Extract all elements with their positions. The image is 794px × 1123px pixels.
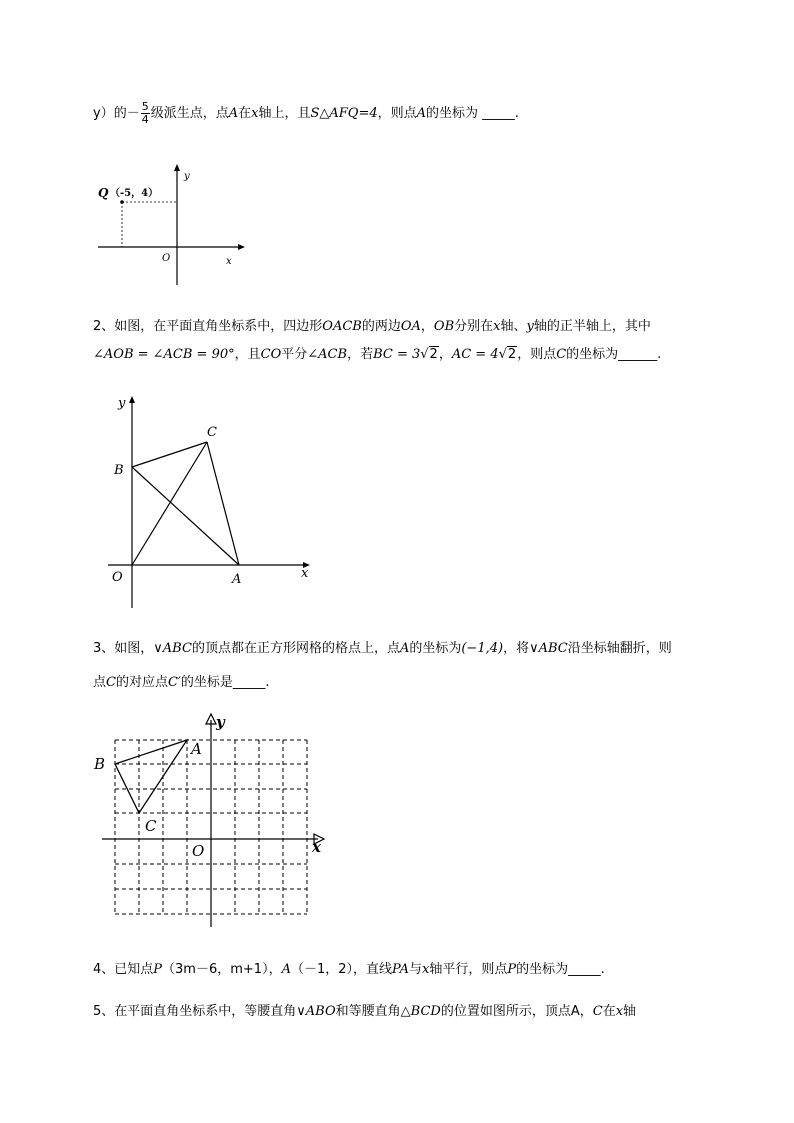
- q2-l1-d: 分别在: [454, 319, 494, 334]
- q4-c: 轴平行，则点: [429, 962, 508, 977]
- q2-seg-oc: [132, 442, 207, 565]
- q1-frac-num: 5: [141, 100, 149, 113]
- q1-y-arrow: [174, 164, 180, 171]
- q1-q-label: Q: [98, 186, 109, 200]
- q3-b-label: B: [94, 755, 106, 773]
- q1-frac-den: 4: [141, 113, 149, 126]
- q1-mid4: ，则点: [377, 106, 417, 121]
- q3-l2-a: 点: [93, 675, 107, 690]
- q2-l1-f: 轴的正半轴上，其中: [533, 319, 651, 334]
- q1-mid2: 在: [238, 106, 252, 121]
- q1-area: S△AFQ=4: [310, 106, 378, 121]
- q2-acb: ∠ACB: [307, 347, 348, 362]
- q2-l2-c: ，若: [347, 347, 374, 362]
- q2-l1-c: ，: [420, 319, 434, 334]
- q1-mid: 级派生点，点: [150, 106, 229, 121]
- q4-x: x: [421, 962, 430, 977]
- q2-y: y: [526, 319, 534, 334]
- q5-d: 在: [602, 1004, 616, 1019]
- q4-text-line: [93, 960, 605, 980]
- q2-o-label: O: [112, 570, 123, 585]
- q2-x-label: x: [301, 566, 309, 581]
- q2-oacb: OACB: [322, 319, 362, 334]
- q4-p2: P: [507, 962, 517, 977]
- q1-text-line: [93, 101, 519, 126]
- q5-a: 5、在平面直角坐标系中，等腰直角: [93, 1004, 297, 1019]
- q5-c: 的位置如图所示，顶点A，: [440, 1004, 593, 1019]
- q2-l2-f: 的坐标为: [566, 347, 619, 362]
- q3-pc: C: [106, 675, 116, 690]
- q2-seg-bc: [132, 442, 207, 467]
- q4-answer-blank: _____.: [568, 962, 605, 977]
- q3-text-line1: [93, 639, 672, 659]
- q2-seg-ca: [207, 442, 239, 565]
- q1-prefix: y）的－: [93, 106, 140, 121]
- q2-ac: AC = 4: [451, 347, 499, 362]
- q1-fraction: [141, 101, 150, 126]
- q2-pc: C: [556, 347, 567, 362]
- q1-figure: [92, 160, 252, 290]
- q4-coord-a: （－1，2），直线: [290, 962, 393, 977]
- q2-ac-root: 2: [507, 347, 517, 362]
- q3-tri2: ∨ABC: [529, 641, 568, 656]
- q5-b: 和等腰直角: [335, 1004, 401, 1019]
- q1-x-label: x: [226, 256, 232, 267]
- q3-text-line2: [93, 673, 270, 693]
- q2-text-line1: [93, 317, 651, 337]
- q2-ob: OB: [433, 319, 455, 334]
- q2-l2-b: 平分: [281, 347, 308, 362]
- q1-q-coord: （-5，4）: [110, 188, 159, 199]
- q3-triangle-abc: [115, 740, 187, 813]
- q4-pa: A: [281, 962, 291, 977]
- q2-bc-sqrt-sign: √: [420, 347, 429, 362]
- q2-y-arrow: [129, 396, 135, 403]
- q1-point-a: A: [228, 106, 239, 121]
- q4-a: 4、已知点: [93, 962, 154, 977]
- q2-answer-blank: ______.: [618, 347, 662, 362]
- q5-text-line: [93, 1002, 636, 1022]
- q1-o-label: O: [162, 253, 171, 264]
- q2-oa: OA: [400, 319, 421, 334]
- q3-pc2: C′: [167, 675, 181, 690]
- q4-coord-p: （3m－6，m+1），: [162, 962, 282, 977]
- q2-l1-e: 轴、: [500, 319, 527, 334]
- q1-answer-blank: _____.: [482, 106, 519, 121]
- q3-l1-d: ，将: [503, 641, 530, 656]
- q2-bc: BC = 3: [373, 347, 421, 362]
- q3-l1-c: 的坐标为: [409, 641, 462, 656]
- q2-l2-e: ，则点: [517, 347, 557, 362]
- q3-figure: [92, 712, 342, 932]
- q2-figure: [108, 390, 318, 610]
- q3-pa: A: [399, 641, 410, 656]
- q3-a-label: A: [191, 740, 202, 758]
- q3-l1-a: 3、如图，: [93, 641, 154, 656]
- q2-l2-a: ，且: [234, 347, 261, 362]
- q2-bc-root: 2: [429, 347, 438, 362]
- q3-coord: (−1,4): [461, 641, 504, 656]
- q2-b-label: B: [114, 463, 124, 478]
- q3-l1-b: 的顶点都在正方形网格的格点上，点: [191, 641, 400, 656]
- q3-x-label: x: [312, 838, 321, 856]
- q1-point-a2: A: [416, 106, 427, 121]
- q1-y-label: y: [184, 171, 190, 182]
- q2-text-line2: [93, 345, 661, 365]
- q1-x-arrow: [238, 244, 245, 250]
- q3-c-label: C: [145, 817, 157, 835]
- q1-mid3: 轴上，且: [258, 106, 311, 121]
- q2-x: x: [493, 319, 501, 334]
- q2-c-label: C: [207, 425, 217, 440]
- q2-angles: ∠AOB = ∠ACB = 90°: [93, 347, 235, 362]
- q2-co: CO: [260, 347, 282, 362]
- q3-tri: ∨ABC: [153, 641, 192, 656]
- q2-l1-a: 2、如图，在平面直角坐标系中，四边形: [93, 319, 323, 334]
- q3-answer-blank: _____.: [232, 675, 270, 690]
- q3-l2-b: 的对应点: [115, 675, 168, 690]
- q2-l1-b: 的两边: [361, 319, 401, 334]
- q5-tri: ∨ABO: [296, 1004, 336, 1019]
- q2-seg-ba: [132, 467, 239, 565]
- q4-b: 与: [408, 962, 422, 977]
- q1-point-q: [120, 200, 124, 204]
- q2-ac-sqrt-sign: √: [498, 347, 507, 362]
- q3-l1-e: 沿坐标轴翻折，则: [567, 641, 672, 656]
- q5-pc: C: [592, 1004, 603, 1019]
- q5-tri2: △BCD: [400, 1004, 441, 1019]
- q3-l2-c: 的坐标是: [180, 675, 233, 690]
- q5-e: 轴: [623, 1004, 637, 1019]
- q4-p: P: [153, 962, 163, 977]
- q1-x: x: [251, 106, 259, 121]
- q2-a-label: A: [232, 572, 242, 587]
- q1-mid5: 的坐标为: [426, 106, 479, 121]
- q3-o-label: O: [192, 842, 205, 860]
- q2-l2-d: ，: [438, 347, 452, 362]
- q2-y-label: y: [118, 396, 126, 411]
- q4-line: PA: [392, 962, 409, 977]
- q5-x: x: [615, 1004, 624, 1019]
- q3-y-label: y: [216, 713, 225, 731]
- q4-d: 的坐标为: [516, 962, 569, 977]
